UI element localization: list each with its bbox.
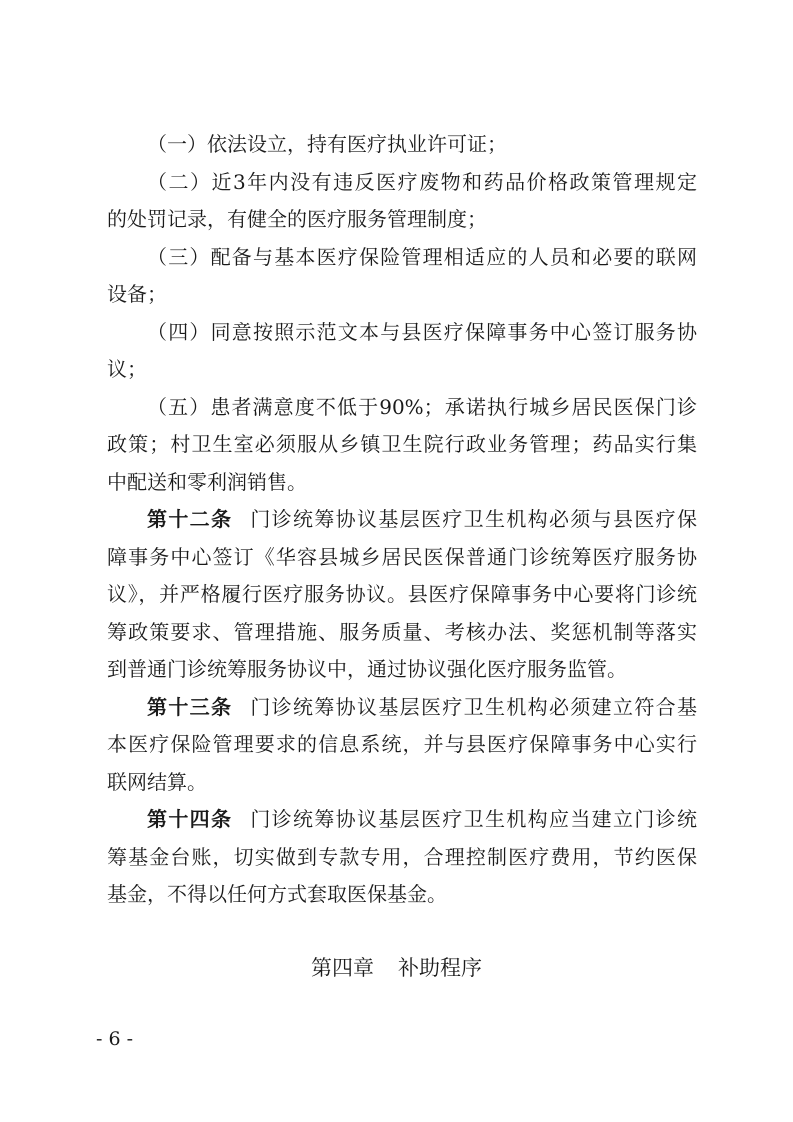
text-line [107,501,697,539]
text-span: 门诊统筹协议基层医疗卫生机构应当建立门诊统 [250,807,698,831]
paragraph-item-4 [107,314,697,389]
document-body [107,126,697,914]
text-line: （五）患者满意度不低于90%；承诺执行城乡居民医保门诊 [147,394,697,419]
text-line: 联网结算。 [107,769,207,794]
text-line: 议》，并严格履行医疗服务协议。县医疗保障事务中心要将门诊统 [107,582,697,606]
text-line: （三）配备与基本医疗保险管理相适应的人员和必要的联网 [147,244,697,269]
text-line: 障事务中心签订《华容县城乡居民医保普通门诊统筹医疗服务协 [107,544,697,569]
page-number: - 6 - [96,1028,134,1050]
article-label: 第十四条 [147,807,233,831]
chapter-title: 补助程序 [398,956,482,980]
text-line: 基金，不得以任何方式套取医保基金。 [107,882,447,906]
chapter-number: 第四章 [311,956,374,980]
paragraph-item-2 [107,164,697,239]
text-line [107,689,697,727]
text-line: 筹政策要求、管理措施、服务质量、考核办法、奖惩机制等落实 [107,619,697,644]
article-label: 第十三条 [147,694,233,719]
text-line: 的处罚记录，有健全的医疗服务管理制度； [107,207,487,231]
text-line: （四）同意按照示范文本与县医疗保障事务中心签订服务协 [147,319,697,344]
text-line: 本医疗保险管理要求的信息系统，并与县医疗保障事务中心实行 [107,732,697,756]
text-line: 政策；村卫生室必须服从乡镇卫生院行政业务管理；药品实行集 [107,432,697,456]
chapter-heading [0,952,793,982]
text-line [107,801,697,839]
text-line: 议； [107,357,147,381]
text-line: 中配送和零利润销售。 [107,469,307,494]
article-13 [107,689,697,802]
text-line: 到普通门诊统筹服务协议中，通过协议强化医疗服务监管。 [107,657,627,681]
paragraph-item-1 [107,126,697,164]
paragraph-item-5 [107,389,697,502]
text-span: 门诊统筹协议基层医疗卫生机构必须与县医疗保 [250,507,698,531]
text-line: 设备； [107,282,167,306]
text-span: 门诊统筹协议基层医疗卫生机构必须建立符合基 [250,694,698,719]
text-line: （二）近3年内没有违反医疗废物和药品价格政策管理规定 [147,169,697,194]
article-14 [107,801,697,914]
article-label: 第十二条 [147,507,233,531]
text-line: （一）依法设立，持有医疗执业许可证； [147,132,507,156]
text-line: 筹基金台账，切实做到专款专用，合理控制医疗费用，节约医保 [107,844,697,869]
paragraph-item-3 [107,239,697,314]
article-12 [107,501,697,689]
